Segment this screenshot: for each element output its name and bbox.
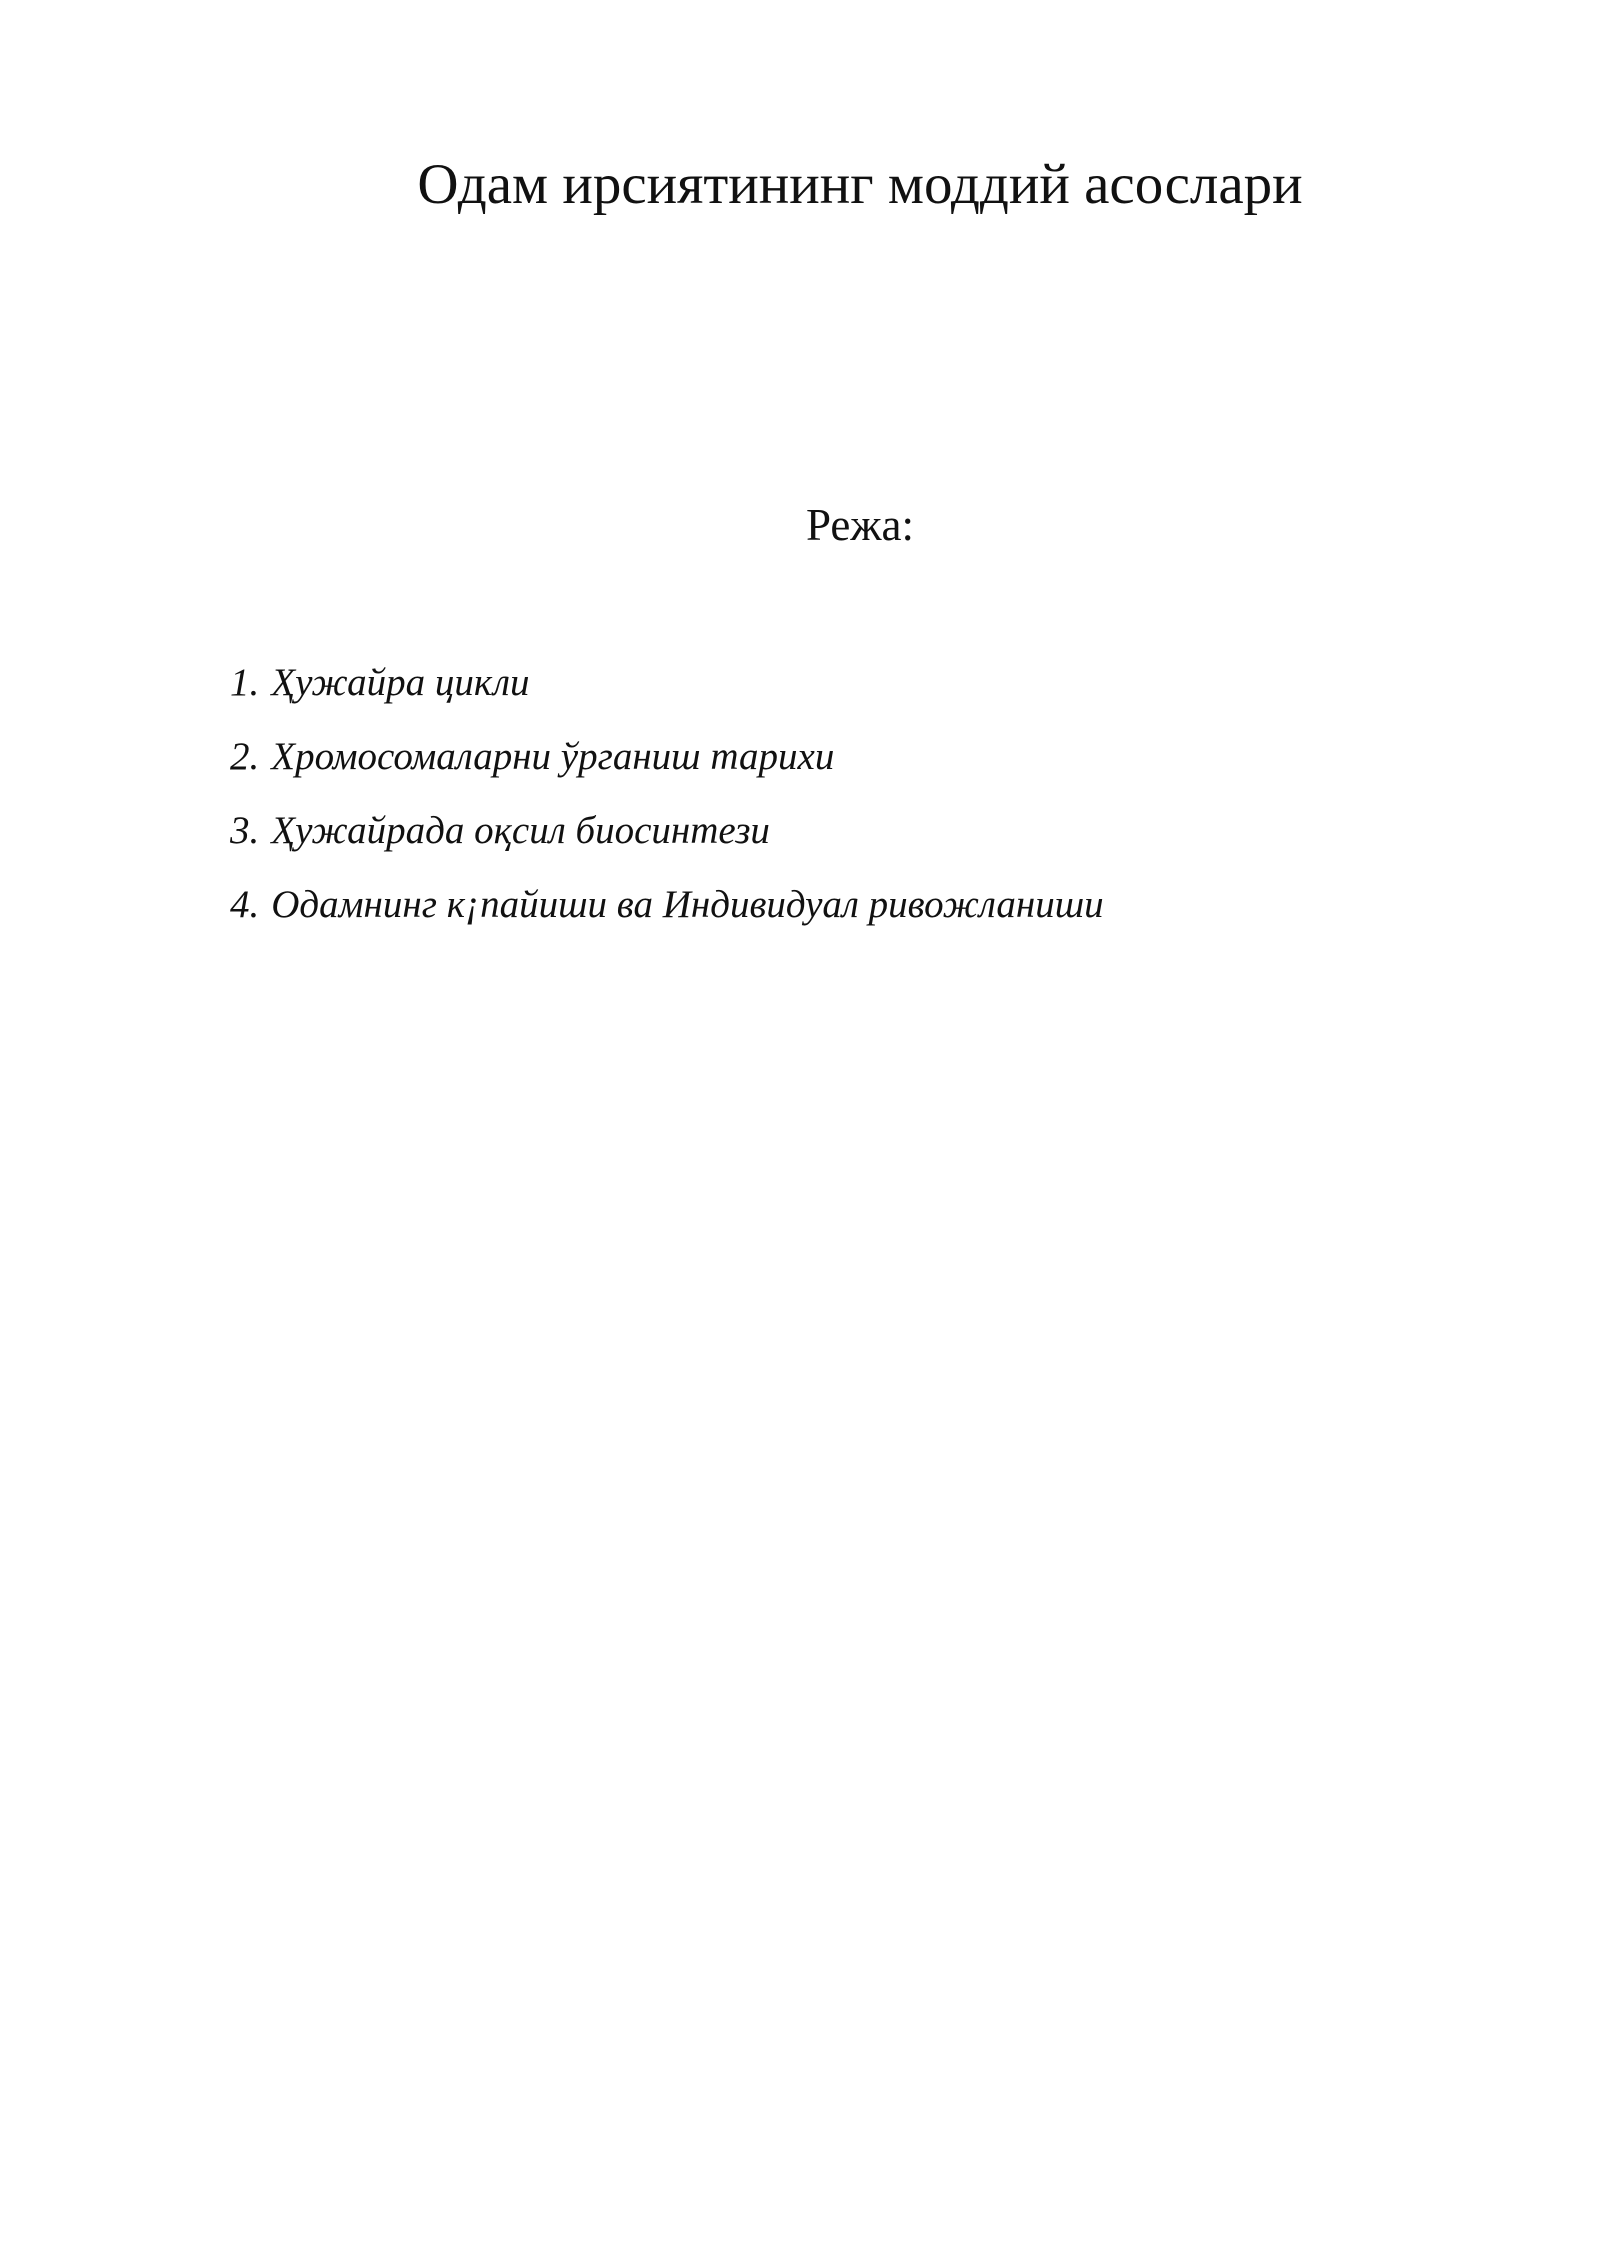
- plan-item-text: Ҳужайра цикли: [271, 661, 530, 704]
- plan-heading: Режа:: [806, 500, 914, 550]
- plan-item-number: 1.: [230, 661, 260, 704]
- plan-item-3: [230, 794, 1104, 868]
- plan-list: [230, 646, 1104, 942]
- plan-item-number: 3.: [230, 809, 260, 852]
- plan-item-4: [230, 868, 1104, 942]
- plan-item-text: Одамнинг к¡пайиши ва Индивидуал ривожланиши: [271, 883, 1104, 926]
- document-title: Одам ирсиятининг моддий асослари: [417, 153, 1303, 216]
- plan-item-number: 4.: [230, 883, 260, 926]
- plan-item-number: 2.: [230, 735, 260, 778]
- plan-item-1: [230, 646, 1104, 720]
- plan-item-2: [230, 720, 1104, 794]
- plan-item-text: Хромосомаларни ўрганиш тарихи: [271, 735, 835, 778]
- plan-item-text: Ҳужайрада оқсил биосинтези: [271, 809, 770, 852]
